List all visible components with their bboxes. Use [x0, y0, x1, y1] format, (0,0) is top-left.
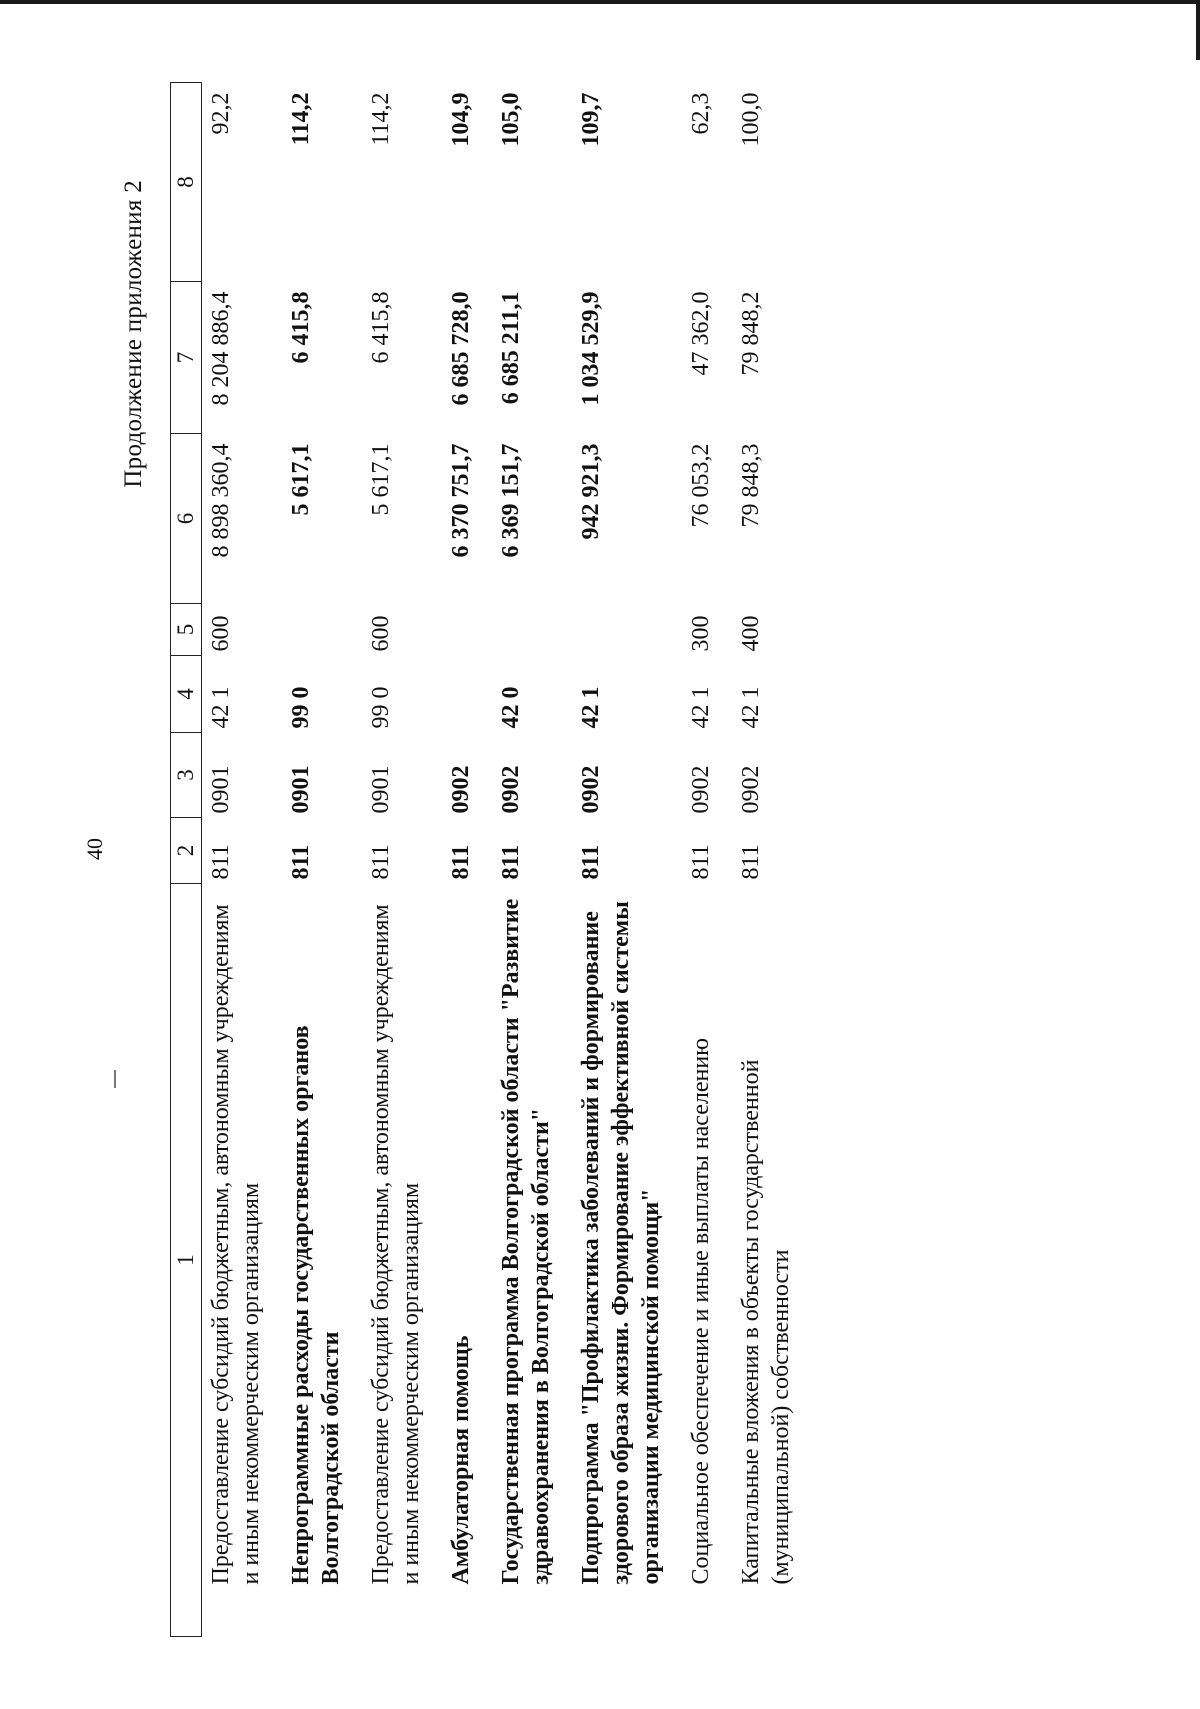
- program-code: 99 0: [368, 686, 394, 729]
- table-row: [202, 83, 283, 1637]
- percent: 100,0: [738, 92, 764, 147]
- row-name: Предоставление субсидий бюджетным, автономным учреждениям и иным некоммерческим организациям: [368, 904, 424, 1585]
- table-row: [732, 83, 812, 1637]
- row-name: Предоставление субсидий бюджетным, автономным учреждениям и иным некоммерческим организациям: [208, 904, 264, 1585]
- amount-plan: 6 370 751,7: [448, 443, 474, 558]
- table-row: [492, 83, 572, 1637]
- percent: 114,2: [368, 92, 394, 146]
- row-name: Социальное обеспечение и иные выплаты населению: [688, 1037, 714, 1585]
- header-col-6: 6: [171, 434, 202, 604]
- row-name: Амбулаторная помощь: [448, 1335, 474, 1585]
- row-name: Подпрограмма "Профилактика заболеваний и формирование здорового образа жизни. Формирование эффективной системы организации медицинской помощи": [578, 901, 664, 1585]
- percent: 109,7: [578, 92, 604, 147]
- program-code: 42 1: [578, 686, 604, 729]
- expense-type: 600: [368, 615, 394, 652]
- ministry-code: 811: [498, 844, 524, 880]
- ministry-code: 811: [368, 844, 394, 880]
- percent: 92,2: [208, 92, 234, 135]
- amount-plan: 79 848,3: [738, 443, 764, 528]
- program-code: 42 1: [688, 686, 714, 729]
- header-col-8: 8: [171, 83, 202, 282]
- expense-type: 300: [688, 615, 714, 652]
- section-code: 0902: [498, 765, 524, 814]
- percent: 62,3: [688, 92, 714, 135]
- table-row: [572, 83, 682, 1637]
- expense-type: [282, 604, 362, 656]
- header-col-3: 3: [171, 733, 202, 818]
- page-number: 40: [82, 838, 107, 860]
- ministry-code: 811: [208, 844, 234, 880]
- amount-plan: 5 617,1: [288, 443, 314, 516]
- header-col-2: 2: [171, 818, 202, 884]
- header-col-5: 5: [171, 604, 202, 656]
- amount-actual: 47 362,0: [688, 291, 714, 376]
- header-col-7: 7: [171, 282, 202, 434]
- expense-type: 400: [738, 615, 764, 652]
- table-row: [442, 83, 492, 1637]
- amount-actual: 79 848,2: [738, 291, 764, 376]
- amount-actual: 6 415,8: [288, 291, 314, 364]
- section-code: 0902: [448, 765, 474, 814]
- table-body: [202, 83, 813, 1637]
- section-code: 0901: [208, 765, 234, 814]
- table-row: [362, 83, 442, 1637]
- amount-actual: 1 034 529,9: [578, 291, 604, 406]
- percent: 105,0: [498, 92, 524, 147]
- program-code: [442, 656, 492, 733]
- header-col-4: 4: [171, 656, 202, 733]
- ministry-code: 811: [738, 844, 764, 880]
- program-code: 42 0: [498, 686, 524, 729]
- program-code: 99 0: [288, 686, 314, 729]
- budget-table: [170, 82, 812, 1637]
- program-code: 42 1: [208, 686, 234, 729]
- expense-type: 600: [208, 615, 234, 652]
- ministry-code: 811: [288, 844, 314, 880]
- amount-actual: 6 685 211,1: [498, 291, 524, 405]
- expense-type: [572, 604, 682, 656]
- percent: 114,2: [288, 92, 314, 146]
- section-code: 0901: [368, 765, 394, 814]
- ministry-code: 811: [578, 844, 604, 880]
- percent: 104,9: [448, 92, 474, 147]
- row-name: Непрограммные расходы государственных органов Волгоградской области: [288, 1025, 344, 1585]
- section-code: 0902: [688, 765, 714, 814]
- expense-type: [492, 604, 572, 656]
- appendix-note: Продолжение приложения 2: [120, 180, 147, 488]
- header-col-1: 1: [171, 884, 202, 1637]
- ministry-code: 811: [448, 844, 474, 880]
- table-row: [682, 83, 732, 1637]
- row-name: Государственная программа Волгоградской области "Развитие здравоохранения в Волгоградской области": [498, 898, 554, 1585]
- row-name: Капитальные вложения в объекты государственной (муниципальной) собственности: [738, 1059, 794, 1585]
- section-code: 0902: [578, 765, 604, 814]
- amount-plan: 942 921,3: [578, 443, 604, 540]
- ministry-code: 811: [688, 844, 714, 880]
- table-row: [282, 83, 362, 1637]
- amount-plan: 76 053,2: [688, 443, 714, 528]
- amount-plan: 8 898 360,4: [208, 443, 234, 558]
- header-row: [171, 83, 202, 1637]
- amount-actual: 6 415,8: [368, 291, 394, 364]
- amount-actual: 8 204 886,4: [208, 291, 234, 406]
- amount-plan: 5 617,1: [368, 443, 394, 516]
- section-code: 0901: [288, 765, 314, 814]
- section-code: 0902: [738, 765, 764, 814]
- program-code: 42 1: [738, 686, 764, 729]
- amount-plan: 6 369 151,7: [498, 443, 524, 558]
- expense-type: [442, 604, 492, 656]
- amount-actual: 6 685 728,0: [448, 291, 474, 406]
